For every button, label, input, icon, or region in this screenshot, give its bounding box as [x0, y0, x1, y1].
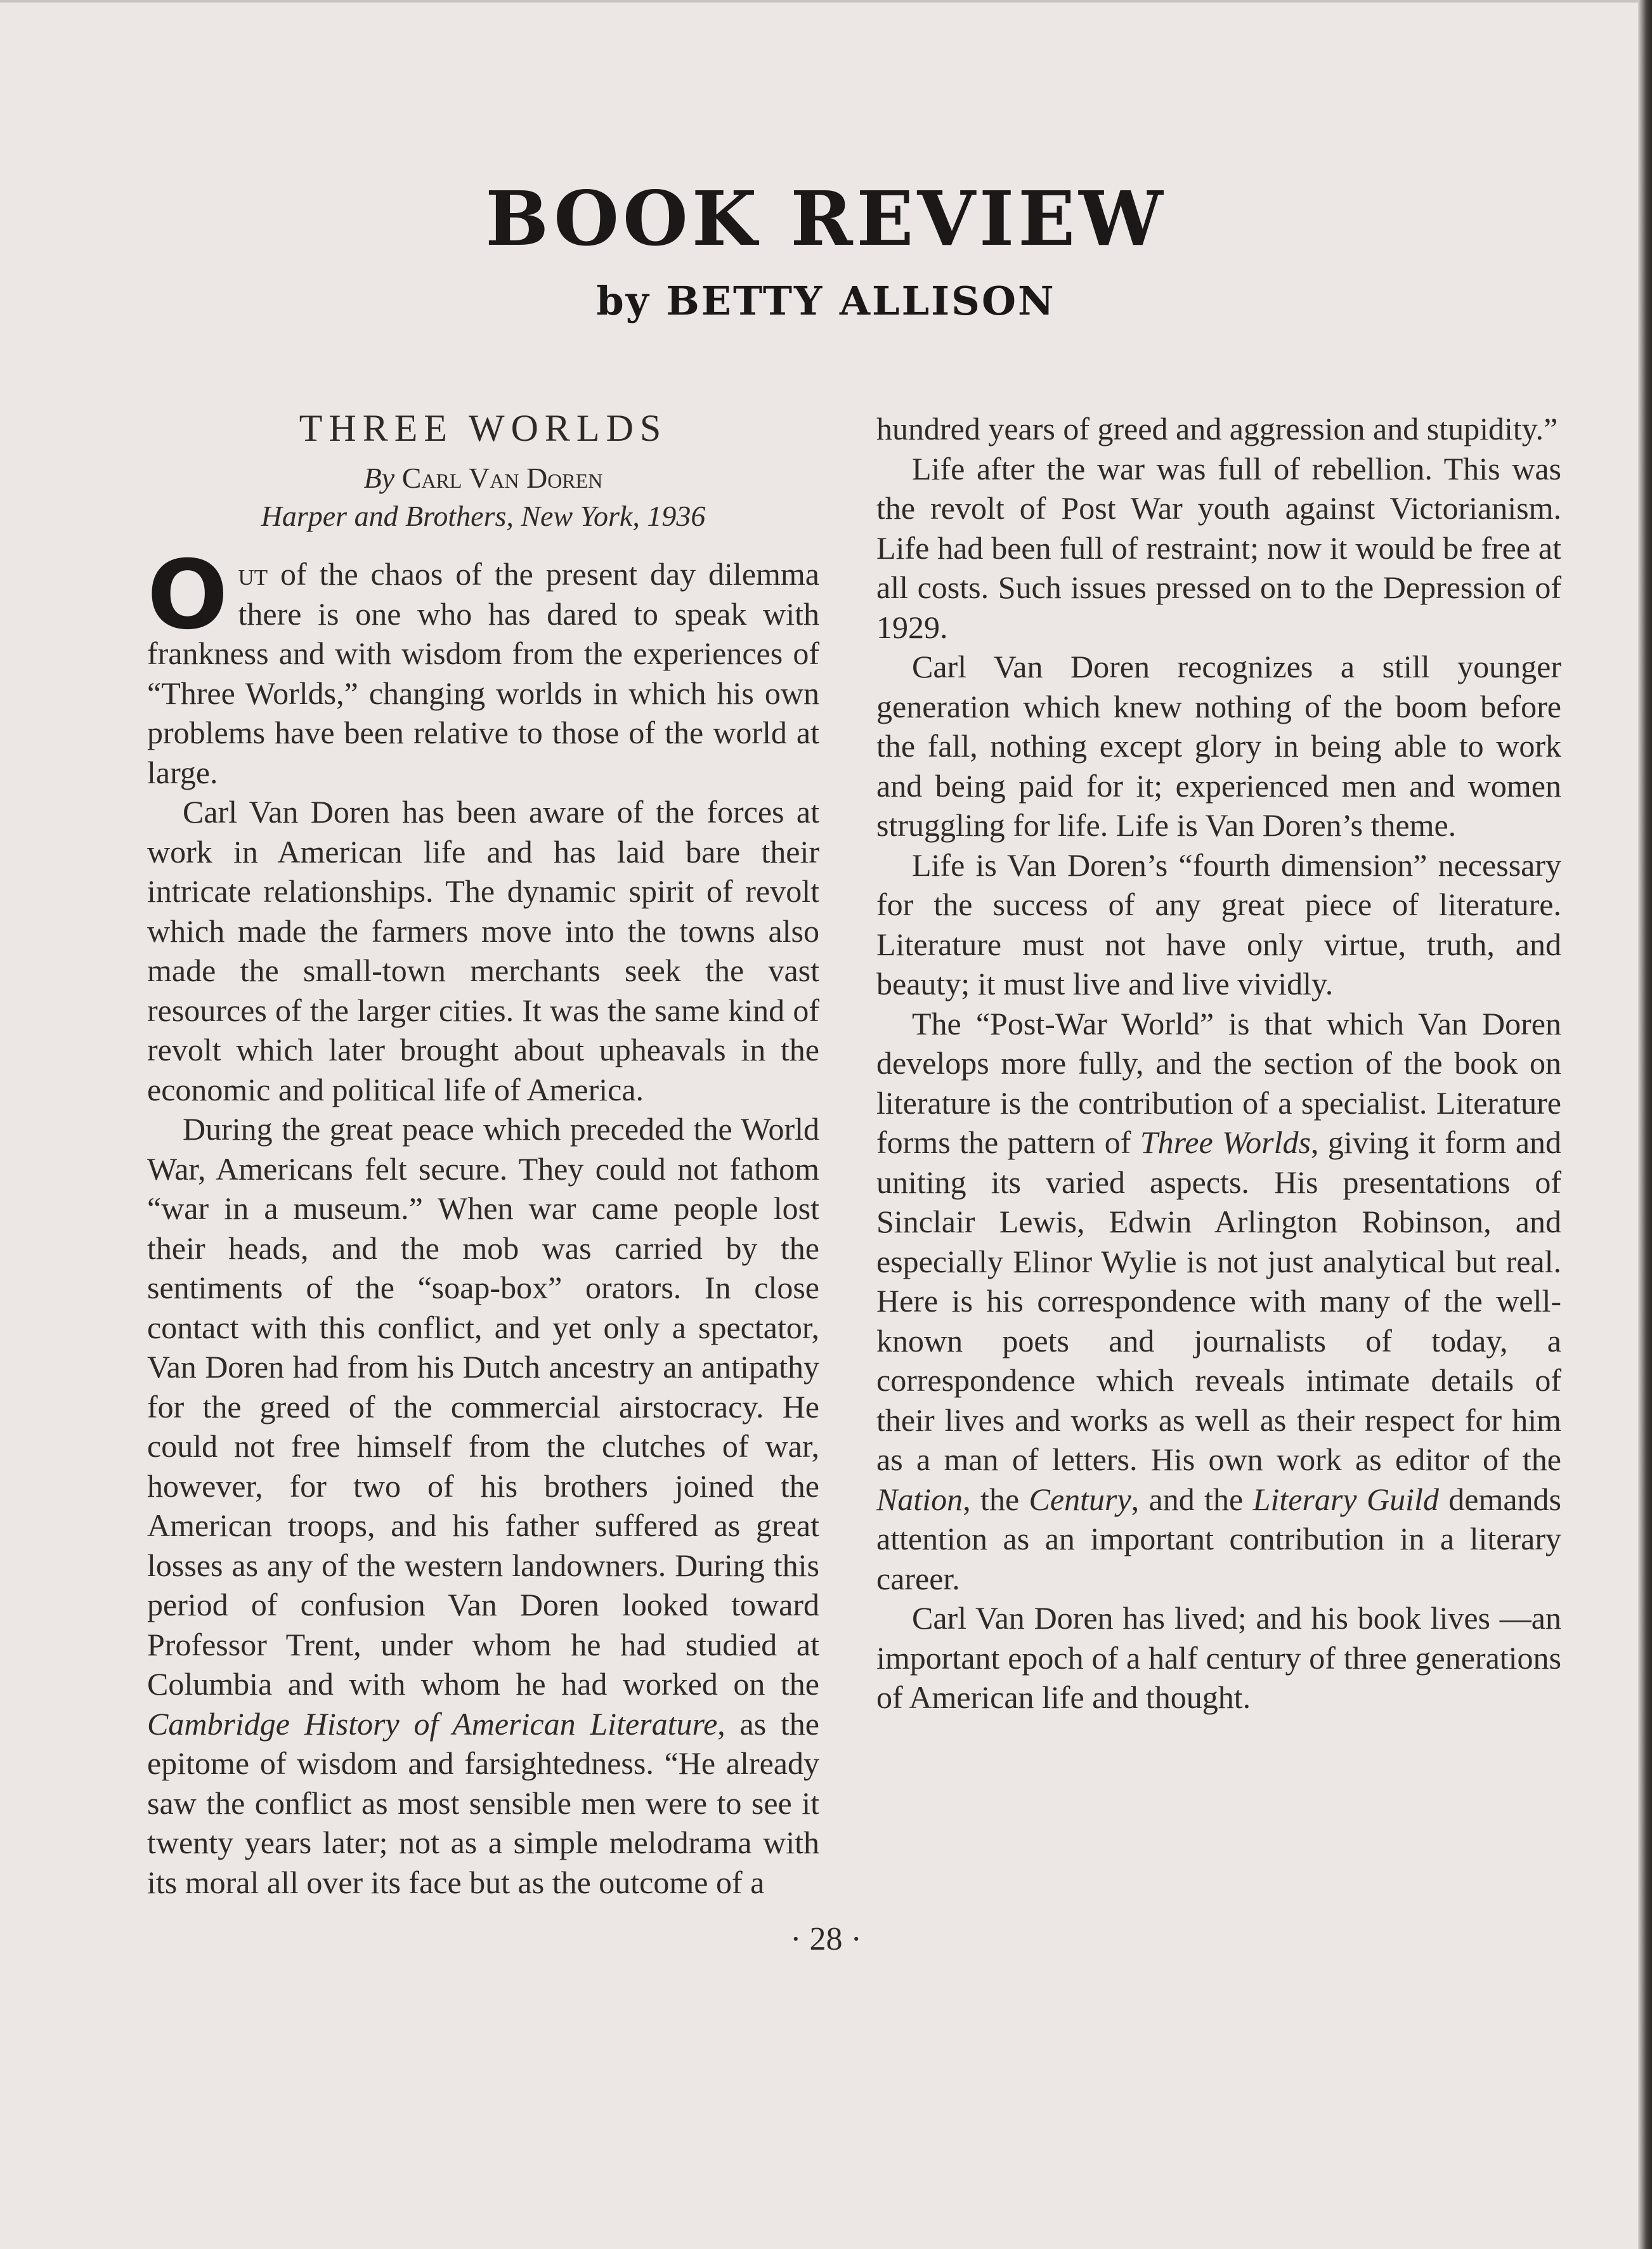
book-publisher: Harper and Brothers, New York, 1936 — [261, 500, 706, 532]
page-number: · 28 · — [790, 1921, 862, 1957]
by-label: By — [363, 462, 395, 494]
paragraph-1 — [147, 540, 819, 792]
paragraph-3-text-continued: hundred years of greed and aggression and stupidity.” — [876, 411, 1558, 447]
paragraph-6-text: Life is Van Doren’s “fourth dimension” necessary for the success of any great piece of literature. Literature must not have only virtue, truth, and beauty; it must live and live vividly. — [876, 847, 1561, 1001]
byline: by BETTY ALLISON — [596, 278, 1056, 324]
paragraph-3-continued — [876, 409, 1561, 449]
left-column — [147, 406, 819, 1902]
nation-italic: Nation — [876, 1481, 963, 1517]
paragraph-7 — [876, 1004, 1561, 1599]
paragraph-3-italic-title: Cambridge History of American Literature — [147, 1705, 718, 1742]
paragraph-7-text: , and the — [1131, 1481, 1253, 1517]
page-title: BOOK REVIEW — [485, 174, 1167, 263]
book-author: Carl Van Doren — [401, 462, 603, 494]
paragraph-3-text: During the great peace which preceded the World War, Americans felt secure. They could not fathom “war in a museum.” When war came people lost their heads, and the mob was carried by the sentiments of the “soap-box” orators. In close contact with this conflict, and yet only a spectator, Van Doren had from his Dutch ancestry an antipathy for the greed of the commercial airstocracy. He could not free himself from the clutches of war, however, for two of his brothers joined the American troops, and his father suffered as great losses as any of the western landowners. During this period of confusion Van Doren looked toward Professor Trent, under whom he had studied at Columbia and with whom he had worked on the — [147, 1111, 819, 1702]
paragraph-4 — [876, 449, 1561, 648]
paragraph-3-text-end: , as the epitome of wisdom and farsightedness. “He already saw the conflict as most sensible men were to see it twenty years later; not as a simple melodrama with its moral all over its face but as the outcome of a — [147, 1705, 819, 1900]
paragraph-6 — [876, 845, 1561, 1004]
century-italic: Century — [1029, 1481, 1131, 1517]
paragraph-5-text: Carl Van Doren recognizes a still younger generation which knew nothing of the boom before the fall, nothing except glory in being able to work and being paid for it; experienced men and women struggling for life. Life is Van Doren’s theme. — [876, 649, 1561, 843]
paragraph-2: Carl Van Doren has been aware of the forces at work in American life and has laid bare their intricate relationships. The dynamic spirit of revolt which made the farmers move into the towns also made the small-town merchants seek the vast resources of the larger cities. It was the same kind of revolt which later brought about upheavals in the economic and political life of America. — [147, 794, 819, 1107]
paragraph-7-text: The “Post-War World” is that which Van Doren develops more fully, and the section of the book on literature is the contribution of a specialist. Literature forms the pattern of — [876, 1005, 1561, 1160]
lead-in: ut — [238, 556, 268, 592]
paragraph-4-text: Life after the war was full of rebellion. This was the revolt of Post War youth against Victorianism. Life had been full of restraint; now it would be free at all costs. Such issues pressed on to the Depression of 1929. — [876, 450, 1561, 645]
paragraph-7-text: demands attention as an important contribution in a literary career. — [876, 1481, 1562, 1596]
right-column — [876, 409, 1561, 1718]
paragraph-1-text: of the chaos of the present day dilemma there is one who has dared to speak with frankness and with wisdom from the experiences of “Three Worlds,” changing worlds in which his own problems have been relative to those of the world at large. — [147, 556, 819, 790]
top-rule — [0, 0, 1652, 3]
book-title: THREE WORLDS — [299, 407, 668, 449]
paragraph-7-text: , the — [963, 1481, 1029, 1517]
paragraph-3 — [147, 1109, 819, 1902]
paragraph-5 — [876, 647, 1561, 845]
book-title-italic: Three Worlds — [1140, 1124, 1311, 1160]
page-edge — [1638, 0, 1652, 2249]
book-author-line — [147, 459, 819, 497]
literary-guild-italic: Literary Guild — [1252, 1481, 1439, 1517]
drop-cap: O — [147, 540, 228, 651]
paragraph-8 — [876, 1598, 1561, 1718]
paragraph-7-text: , giving it form and uniting its varied aspects. His presentations of Sinclair Lewis, Edwin Arlington Robinson, and especially Elinor Wylie is not just analytical but real. Here is his correspondence with many of the well-known poets and journalists of today, a correspondence which reveals intimate details of their lives and works as well as their respect for him as a man of letters. His own work as editor of the — [876, 1124, 1562, 1477]
paragraph-8-text: Carl Van Doren has lived; and his book lives —an important epoch of a half century of three generations of American life and thought. — [876, 1600, 1561, 1715]
